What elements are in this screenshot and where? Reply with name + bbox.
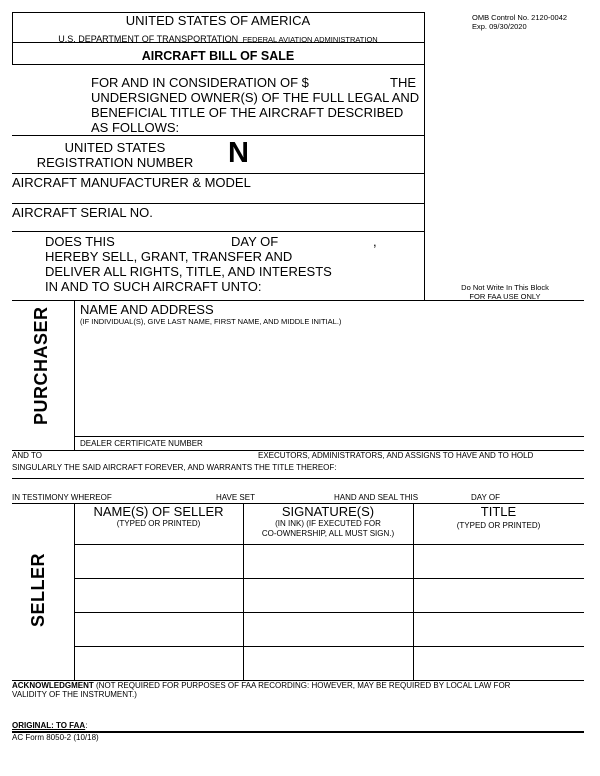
dealer-certificate-label: DEALER CERTIFICATE NUMBER [80,439,203,448]
does-this-label: DOES THIS [45,234,115,249]
and-to-label: AND TO [12,451,42,460]
purchaser-side-divider [74,300,75,450]
signature-subheader-2: CO-OWNERSHIP, ALL MUST SIGN.) [261,529,395,538]
seller-name-header: NAME(S) OF SELLER [93,504,224,519]
acknowledgment-label: ACKNOWLEDGMENT [12,681,94,690]
signature-header: SIGNATURE(S) [281,504,375,519]
seller-row-divider-2 [74,612,584,613]
registration-divider [12,173,424,174]
manufacturer-divider [12,203,424,204]
conveyance-line-2: HEREBY SELL, GRANT, TRANSFER AND [45,249,293,264]
serial-number-field[interactable] [12,220,422,230]
seller-side-divider [74,503,75,680]
seller-row-divider-3 [74,646,584,647]
seller-title-field-3[interactable] [415,614,582,644]
conveyance-line-3: DELIVER ALL RIGHTS, TITLE, AND INTERESTS [45,264,332,279]
name-address-instructions: (IF INDIVIDUAL(S), GIVE LAST NAME, FIRST NAME, AND MIDDLE INITIAL.) [80,317,342,326]
faa-use-only: FOR FAA USE ONLY [469,292,541,301]
seller-name-subheader: (TYPED OR PRINTED) [116,519,201,528]
faa-block-divider [424,12,425,300]
purchaser-side-label: PURCHASER [31,306,51,425]
faa-block-notice: Do Not Write In This Block [461,283,549,292]
acknowledgment-line-1 [12,682,510,690]
consideration-line-1: FOR AND IN CONSIDERATION OF $ [91,75,309,90]
seller-title-field-4[interactable] [415,648,582,678]
registration-n-prefix: N [228,137,249,169]
manufacturer-model-field[interactable] [12,190,422,202]
original-to-faa-label: ORIGINAL: TO FAA [12,721,86,730]
registration-label-line-1: UNITED STATES [64,140,166,155]
consideration-line-4: AS FOLLOWS: [91,120,180,135]
header-divider [12,42,424,43]
form-title: AIRCRAFT BILL OF SALE [141,49,295,63]
seller-signature-field-2[interactable] [245,580,411,610]
seller-name-field-3[interactable] [76,614,241,644]
have-set-label: HAVE SET [216,493,255,502]
seller-signature-field-4[interactable] [245,648,411,678]
in-testimony-label: IN TESTIMONY WHEREOF [12,493,112,502]
acknowledgment-text: (NOT REQUIRED FOR PURPOSES OF FAA RECORDING: HOWEVER, MAY BE REQUIRED BY LOCAL LAW FOR [93,681,511,690]
seller-name-field-2[interactable] [76,580,241,610]
conveyance-day-of: DAY OF [231,234,279,249]
conveyance-comma: , [373,234,377,249]
original-colon: : [85,721,88,730]
country-title: UNITED STATES OF AMERICA [125,13,311,28]
title-header: TITLE [480,504,517,519]
seller-name-field-1[interactable] [76,546,241,576]
department-line [12,30,424,46]
consideration-the: THE [390,75,416,90]
department-name: U.S. DEPARTMENT OF TRANSPORTATION [58,34,239,44]
seller-title-field-2[interactable] [415,580,582,610]
dealer-certificate-field[interactable] [222,438,582,449]
singularly-clause: SINGULARLY THE SAID AIRCRAFT FOREVER, AND WARRANTS THE TITLE THEREOF: [12,463,337,472]
conveyance-divider [12,300,584,301]
consideration-line-2: UNDERSIGNED OWNER(S) OF THE FULL LEGAL AND [91,90,420,105]
executors-clause: EXECUTORS, ADMINISTRATORS, AND ASSIGNS TO HAVE AND TO HOLD [258,451,534,460]
consideration-line-3: BENEFICIAL TITLE OF THE AIRCRAFT DESCRIBED [91,105,404,120]
dealer-divider [74,436,584,437]
form-number: AC Form 8050-2 (10/18) [12,733,99,742]
assigns-divider [12,478,584,479]
serial-divider [12,231,424,232]
seller-side-label: SELLER [28,552,48,627]
serial-number-label: AIRCRAFT SERIAL NO. [12,205,153,220]
conveyance-line-4: IN AND TO SUCH AIRCRAFT UNTO: [45,279,262,294]
manufacturer-model-label: AIRCRAFT MANUFACTURER & MODEL [12,175,251,190]
agency-name: FEDERAL AVIATION ADMINISTRATION [242,35,378,44]
seller-title-field-1[interactable] [415,546,582,576]
registration-label-line-2: REGISTRATION NUMBER [36,155,194,170]
seller-name-field-4[interactable] [76,648,241,678]
seller-signature-field-1[interactable] [245,546,411,576]
acknowledgment-line-2: VALIDITY OF THE INSTRUMENT.) [12,690,137,699]
title-divider [12,64,424,65]
original-to-faa [12,722,87,730]
seller-row-divider-1 [74,578,584,579]
title-subheader: (TYPED OR PRINTED) [456,521,541,530]
seller-header-divider [74,544,584,545]
signature-subheader-1: (IN INK) (IF EXECUTED FOR [275,519,381,528]
omb-expiration: Exp. 09/30/2020 [472,22,527,31]
name-address-label: NAME AND ADDRESS [80,302,214,317]
registration-number-field[interactable] [258,140,418,170]
omb-control: OMB Control No. 2120-0042 [472,13,568,22]
consideration-divider [12,135,424,136]
hand-seal-label: HAND AND SEAL THIS [334,493,419,502]
seller-signature-field-3[interactable] [245,614,411,644]
purchaser-name-address-field[interactable] [78,330,582,434]
testimony-day-of: DAY OF [471,493,501,502]
